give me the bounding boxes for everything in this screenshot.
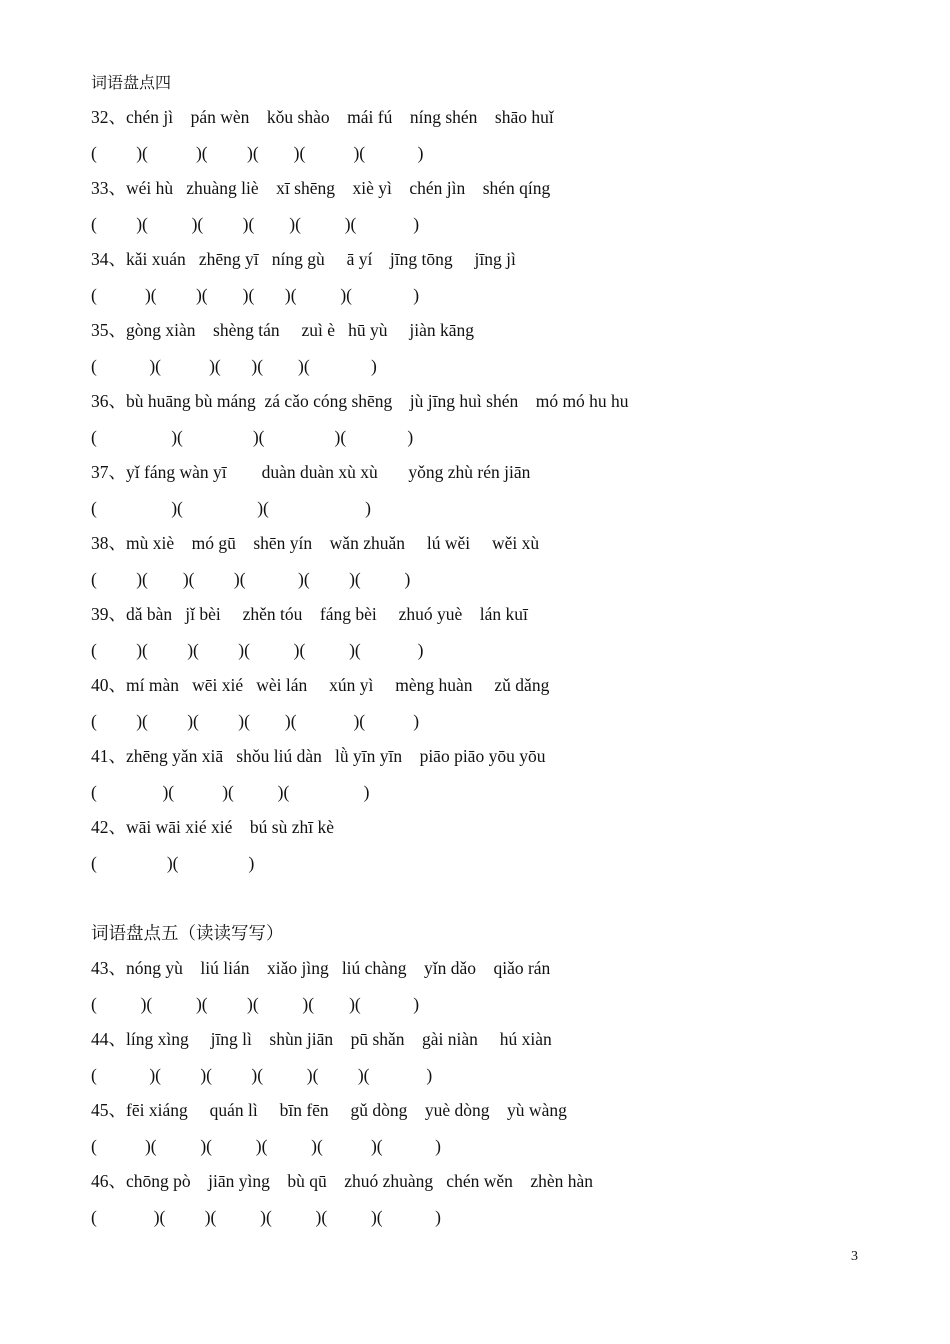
blank-line-40: ( )( )( )( )( )( ) [91, 711, 420, 731]
blank-line-37: ( )( )( ) [91, 498, 371, 518]
blank-line-33: ( )( )( )( )( )( ) [91, 214, 420, 234]
section-heading-5: 词语盘点五（读读写写） [91, 923, 284, 943]
pinyin-line-44: 44、líng xìng jīng lì shùn jiān pū shǎn gài niàn hú xiàn [91, 1029, 552, 1049]
blank-line-45: ( )( )( )( )( )( ) [91, 1136, 441, 1156]
section-heading-4: 词语盘点四 [91, 75, 172, 92]
blank-line-39: ( )( )( )( )( )( ) [91, 640, 424, 660]
blank-line-44: ( )( )( )( )( )( ) [91, 1065, 433, 1085]
blank-line-38: ( )( )( )( )( )( ) [91, 569, 411, 589]
pinyin-line-45: 45、fēi xiáng quán lì bīn fēn gǔ dòng yuè dòng yù wàng [91, 1100, 567, 1120]
pinyin-line-42: 42、wāi wāi xié xié bú sù zhī kè [91, 817, 335, 837]
blank-line-32: ( )( )( )( )( )( ) [91, 143, 424, 163]
blank-line-34: ( )( )( )( )( )( ) [91, 285, 420, 305]
pinyin-line-41: 41、zhēng yǎn xiā shǒu liú dàn lǜ yīn yīn piāo piāo yōu yōu [91, 746, 546, 766]
blank-line-36: ( )( )( )( ) [91, 427, 414, 447]
pinyin-line-34: 34、kǎi xuán zhēng yī níng gù ā yí jīng tōng jīng jì [91, 249, 516, 269]
pinyin-line-32: 32、chén jì pán wèn kǒu shào mái fú níng shén shāo huǐ [91, 107, 554, 127]
pinyin-line-46: 46、chōng pò jiān yìng bù qū zhuó zhuàng chén wěn zhèn hàn [91, 1171, 594, 1191]
pinyin-line-36: 36、bù huāng bù máng zá cǎo cóng shēng jù jīng huì shén mó mó hu hu [91, 391, 629, 411]
blank-line-42: ( )( ) [91, 853, 255, 873]
blank-line-43: ( )( )( )( )( )( ) [91, 994, 420, 1014]
pinyin-line-39: 39、dǎ bàn jǐ bèi zhěn tóu fáng bèi zhuó yuè lán kuī [91, 604, 528, 624]
blank-line-46: ( )( )( )( )( )( ) [91, 1207, 441, 1227]
blank-line-35: ( )( )( )( )( ) [91, 356, 377, 376]
pinyin-line-35: 35、gòng xiàn shèng tán zuì è hū yù jiàn kāng [91, 320, 474, 340]
blank-line-41: ( )( )( )( ) [91, 782, 370, 802]
pinyin-line-37: 37、yǐ fáng wàn yī duàn duàn xù xù yǒng zhù rén jiān [91, 462, 531, 482]
pinyin-line-43: 43、nóng yù liú lián xiǎo jìng liú chàng yǐn dǎo qiǎo rán [91, 958, 551, 978]
pinyin-line-40: 40、mí màn wēi xié wèi lán xún yì mèng huàn zǔ dǎng [91, 675, 550, 695]
pinyin-line-38: 38、mù xiè mó gū shēn yín wǎn zhuǎn lú wěi wěi xù [91, 533, 540, 553]
page-number: 3 [851, 1249, 858, 1264]
pinyin-line-33: 33、wéi hù zhuàng liè xī shēng xiè yì chén jìn shén qíng [91, 178, 551, 198]
